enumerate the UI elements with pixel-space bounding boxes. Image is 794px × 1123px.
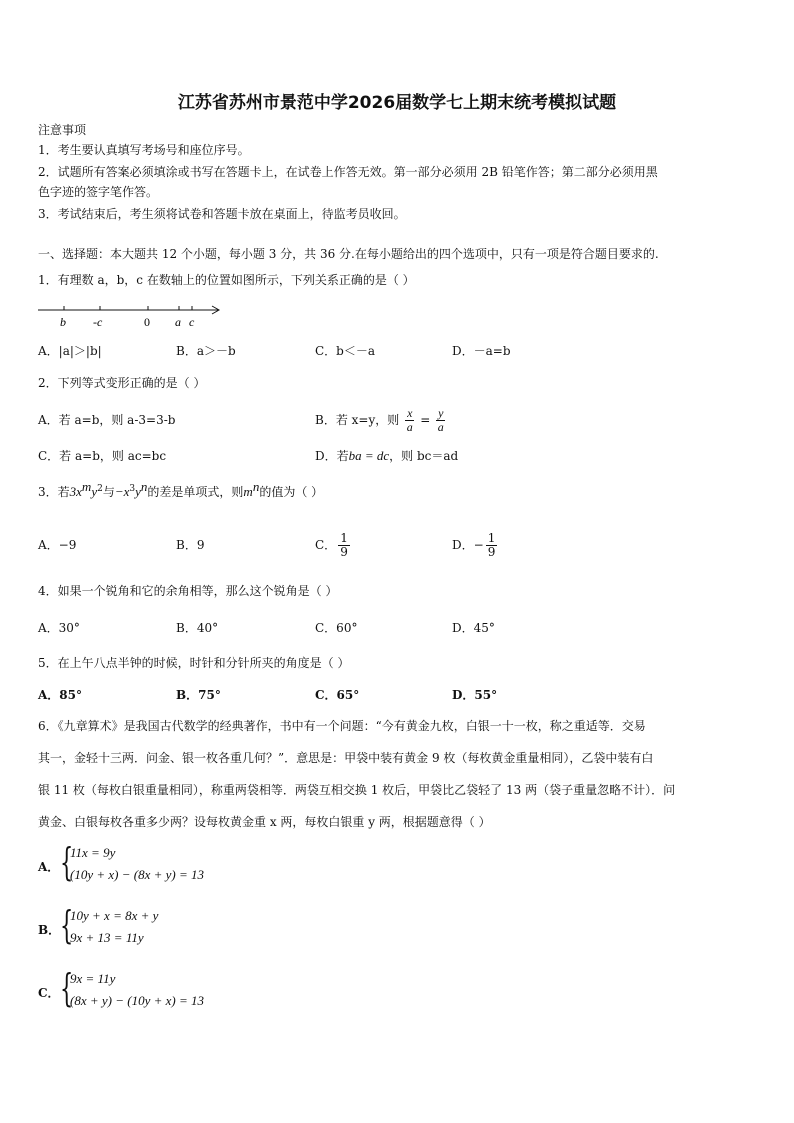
notice-item: 色字迹的签字笔作答。 bbox=[38, 185, 159, 199]
option-a: A．|a|＞|b| bbox=[38, 344, 102, 358]
question-6-line: 6．《九章算术》是我国古代数学的经典著作，书中有一个问题：“今有黄金九枚，白银一十一枚，称之重适等．交易 bbox=[38, 719, 646, 733]
option-b-label: B． bbox=[38, 923, 61, 937]
option-d bbox=[315, 448, 458, 464]
question-4-stem: 4．如果一个锐角和它的余角相等，那么这个锐角是（ ） bbox=[38, 584, 338, 598]
equation: 9x = 11y bbox=[70, 971, 116, 986]
option-b bbox=[315, 400, 447, 440]
fraction: $\frac{1}{9}$ bbox=[340, 531, 348, 559]
option-d: D．－a=b bbox=[452, 344, 511, 358]
notice-heading: 注意事项 bbox=[38, 123, 87, 137]
option-c: C．b＜－a bbox=[315, 344, 376, 358]
option-c: C．若 a=b，则 ac=bc bbox=[38, 449, 167, 463]
brace-icon: { bbox=[60, 840, 74, 884]
option-a-label: A． bbox=[38, 860, 60, 874]
brace-icon: { bbox=[60, 966, 74, 1010]
option-b: B．75° bbox=[176, 688, 221, 702]
equation: (8x + y) − (10y + x) = 13 bbox=[70, 993, 204, 1008]
question-6-line: 其一，金轻十三两．问金、银一枚各重几何？”．意思是：甲袋中装有黄金 9 枚（每枚黄金重量相同），乙袋中装有白 bbox=[38, 751, 654, 765]
question-2-stem: 2．下列等式变形正确的是（ ） bbox=[38, 376, 206, 390]
option-a: A．−9 bbox=[38, 538, 77, 552]
option-b: B．a＞－b bbox=[176, 344, 236, 358]
option-c: C．65° bbox=[315, 688, 360, 702]
equation: 10y + x = 8x + y bbox=[70, 908, 159, 923]
fraction: $\frac{x}{a}$ bbox=[406, 406, 413, 434]
fraction: $\frac{y}{a}$ bbox=[437, 406, 444, 434]
axis-label-c: c bbox=[189, 315, 195, 329]
option-b-prefix: B．若 x=y，则 bbox=[315, 413, 400, 427]
equation: 11x = 9y bbox=[70, 845, 116, 860]
option-c: C． $\frac{1}{9}$ bbox=[315, 531, 348, 559]
option-d: D．45° bbox=[452, 621, 495, 635]
math-expression: ba = dc bbox=[348, 448, 390, 463]
fraction: $\frac{1}{9}$ bbox=[487, 531, 496, 559]
question-5-stem: 5．在上午八点半钟的时候，时针和分针所夹的角度是（ ） bbox=[38, 656, 350, 670]
brace-icon: { bbox=[60, 903, 74, 947]
option-d: D．− $\frac{1}{9}$ bbox=[452, 531, 496, 559]
option-d-suffix: ，则 bc＝ad bbox=[389, 449, 459, 463]
option-a: A．若 a=b，则 a-3=3-b bbox=[38, 413, 176, 427]
option-b: B．40° bbox=[176, 621, 219, 635]
option-c-label: C． bbox=[38, 986, 60, 1000]
question-1-stem: 1．有理数 a，b，c 在数轴上的位置如图所示，下列关系正确的是（ ） bbox=[38, 273, 415, 287]
option-a: A．85° bbox=[38, 688, 83, 702]
axis-label-zero: 0 bbox=[144, 315, 150, 329]
question-6-line: 黄金、白银每枚各重多少两？设每枚黄金重 x 两，每枚白银重 y 两，根据题意得（ ） bbox=[38, 815, 491, 829]
option-c: C．60° bbox=[315, 621, 358, 635]
question-6-line: 银 11 枚（每枚白银重量相同），称重两袋相等．两袋互相交换 1 枚后，甲袋比乙袋轻了 13 两（袋子重量忽略不计）．问 bbox=[38, 783, 676, 797]
notice-item: 1．考生要认真填写考场号和座位序号。 bbox=[38, 143, 250, 157]
number-line-figure bbox=[36, 298, 236, 332]
equation-system-a bbox=[60, 842, 280, 888]
axis-label-neg-c: -c bbox=[93, 315, 103, 329]
question-3-stem: 3．若$3x^my^2$与$-x^3y^n$的差是单项式，则$m^n$的值为（ ） bbox=[38, 479, 324, 499]
equation-system-c bbox=[60, 968, 280, 1014]
option-d: D．55° bbox=[452, 688, 498, 702]
section-heading: 一、选择题：本大题共 12 个小题，每小题 3 分，共 36 分.在每小题给出的四个选项中，只有一项是符合题目要求的. bbox=[38, 247, 659, 261]
option-d-prefix: D．若 bbox=[315, 449, 349, 463]
axis-label-b: b bbox=[60, 315, 66, 329]
option-b: B．9 bbox=[176, 538, 205, 552]
notice-item: 3．考试结束后，考生须将试卷和答题卡放在桌面上，待监考员收回。 bbox=[38, 207, 406, 221]
equation: 9x + 13 = 11y bbox=[70, 930, 144, 945]
notice-item: 2．试题所有答案必须填涂或书写在答题卡上，在试卷上作答无效。第一部分必须用 2B 铅笔作答；第二部分必须用黑 bbox=[38, 165, 658, 179]
page-title: 江苏省苏州市景范中学2026届数学七上期末统考模拟试题 bbox=[177, 93, 617, 113]
equation-system-b bbox=[60, 905, 280, 951]
option-a: A．30° bbox=[38, 621, 80, 635]
equals-sign: = bbox=[420, 413, 431, 427]
axis-label-a: a bbox=[175, 315, 181, 329]
equation: (10y + x) − (8x + y) = 13 bbox=[70, 867, 204, 882]
